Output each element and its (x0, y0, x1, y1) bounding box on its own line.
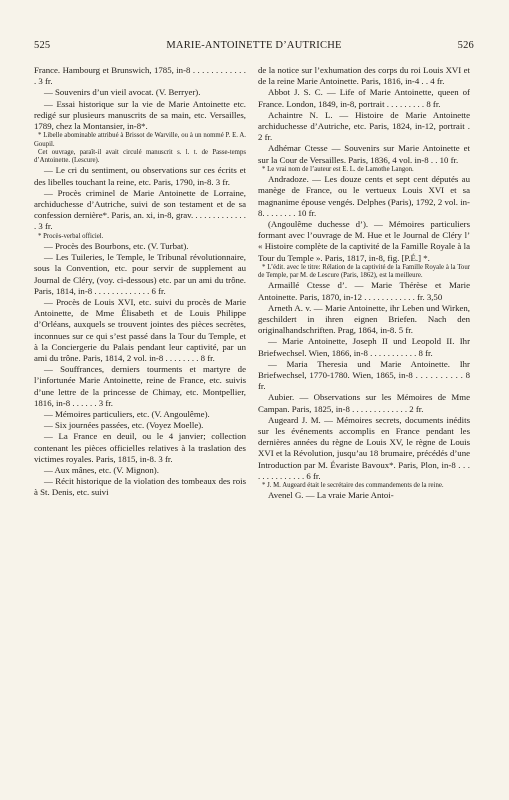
footnote: * J. M. Augeard était le secrétaire des commandements de la reine. (262, 482, 444, 489)
bibliography-entry: — Souffrances, derniers tourments et martyre de l’infortunée Marie Antoinette, reine de France, etc. suivis d’une lettre de la princesse de Chimay, etc. Montpellier, 1816, in-8 . . . . . . 3 fr. (34, 364, 246, 408)
bibliography-entry: — Marie Antoinette, Joseph II und Leopold II. Ihr Briefwechsel. Wien, 1866, in-8 . . . . . . . . . . . 8 fr. (258, 336, 470, 358)
bibliography-entry: — Le cri du sentiment, ou observations sur ces écrits et des libelles touchant la reine, etc. Paris, 1790, in-8. 3 fr. (34, 165, 246, 187)
bibliography-entry: — Récit historique de la violation des tombeaux des rois à St. Denis, etc. suivi (34, 476, 246, 498)
bibliography-entry: — Les Tuileries, le Temple, le Tribunal révolutionnaire, sous la Convention, etc. pour servir de supplement au Journal de Cléry, (voy. ci-dessous) etc. par un ami du trône. Paris, 1814, in-8 . . . . . . . . . . . . . 6 fr. (34, 252, 246, 296)
page-number-left: 525 (34, 40, 51, 51)
bibliography-entry: — Essai historique sur la vie de Marie Antoinette etc. redigé sur plusieurs manuscrits de sa main, etc. Versailles, 1789, chez la Montansier, in-8*. (34, 98, 246, 132)
bibliography-entry: — Mémoires particuliers, etc. (V. Angoulême). (44, 408, 210, 419)
bibliography-entry: — Six journées passées, etc. (Voyez Moelle). (44, 420, 204, 431)
bibliography-entry: — La France en deuil, ou le 4 janvier; collection contenant les pièces officielles relatives à la traslation des victimes royales. Paris, 1815, in-8. 3 fr. (34, 431, 246, 464)
bibliography-entry: — Souvenirs d’un vieil avocat. (V. Berryer). (44, 87, 201, 98)
bibliography-entry: — Maria Theresia und Marie Antoinette. Ihr Briefwechsel, 1770-1780. Wien, 1865, in-8 . . . . . . . . . . 8 fr. (258, 358, 470, 392)
footnote: * Le vrai nom de l’auteur est E. L. de Lamothe Langon. (262, 165, 414, 173)
bibliography-entry: — Procès criminel de Marie Antoinette de Lorraine, archiduchesse d’Autriche, suivi de son testament et de sa confession dernière*. Paris, an. xi, in-8, grav. . . . . . . . . . . . . . 3 fr. (34, 187, 246, 232)
left-column (34, 65, 246, 499)
bibliography-entry: Adhémar Ctesse — Souvenirs sur Marie Antoinette et sur la Cour de Versailles. Paris, 1836, 4 vol. in-8 . . 10 fr. (258, 143, 470, 165)
bibliography-entry: Aubier. — Observations sur les Mémoires de Mme Campan. Paris, 1825, in-8 . . . . . . . . . . . . . 2 fr. (258, 392, 470, 414)
footnote: Cet ouvrage, paraît-il avait circulé manuscrit s. l. t. de Passe-temps d’Antoinette. (Lescure). (34, 148, 246, 165)
page-number-right: 526 (457, 40, 474, 51)
bibliography-entry: de la notice sur l’exhumation des corps du roi Louis XVI et de la reine Marie Antoinette. Paris, 1816, in-4 . . 4 fr. (258, 65, 470, 87)
bibliography-entry: — Procès de Louis XVI, etc. suivi du procès de Marie Antoinette, de Mme Élisabeth et de Louis Philippe d’Orléans, auxquels se trouvent jointes des pièces secrètes, inconnues sur ce qui s’est passé dans la Tour du Temple, et à la Conciergerie du Palais pendant leur captivité, par un ami du trône. Paris, 1814, 2 vol. in-8 . . . . . . . . 8 fr. (34, 296, 246, 363)
bibliography-entry: Andradoze. — Les douze cents et sept cent députés au manège de France, ou le vertueux Louis XVI et sa magnanime épouse vengés. Delphes (Paris), 1792, 2 vol. in-8. . . . . . . . 10 fr. (258, 174, 470, 218)
bibliography-entry: — Aux mânes, etc. (V. Mignon). (44, 464, 159, 475)
right-column (258, 65, 470, 502)
running-header (34, 40, 474, 54)
footnote: * Procès-verbal officiel. (38, 232, 104, 240)
bibliography-entry: France. Hambourg et Brunswich, 1785, in-8 . . . . . . . . . . . . . 3 fr. (34, 65, 246, 87)
footnote: * L’édit. avec le titre: Rélation de la captivité de la Famille Royale à la Tour de Temple, par M. de Lescure (Paris, 1862), est la meilleure. (258, 263, 470, 280)
footnote: * Libelle abominable attribué à Brissot de Warville, ou à un nommé P. E. A. Goupil. (34, 132, 246, 148)
bibliography-entry: Achaintre N. L. — Histoire de Marie Antoinette archiduchesse d’Autriche, etc. Paris, 1824, in-12, portrait . 2 fr. (258, 109, 470, 143)
bibliography-entry: — Procès des Bourbons, etc. (V. Turbat). (44, 240, 189, 251)
bibliography-entry: Arneth A. v. — Marie Antoinette, ihr Leben und Wirken, geschildert in ihren eignen Briefen. Nach den originalhandschriften. Prag, 1864, in-8. 5 fr. (258, 302, 470, 336)
bibliography-entry: Abbot J. S. C. — Life of Marie Antoinette, queen of France. London, 1849, in-8, portrait . . . . . . . . . 8 fr. (258, 87, 470, 109)
running-title: MARIE-ANTOINETTE D’AUTRICHE (166, 40, 342, 51)
bibliography-entry: Augeard J. M. — Mémoires secrets, documents inédits sur les événements accomplis en France pendant les dernières années du règne de Louis XV, le règne de Louis XVI et la Révolution, jusqu’au 18 brumaire, précédés d’une Introduction par M. Évariste Bavoux*. Paris, Plon, in-8 . . . . . . . . . . . . . . 6 fr. (258, 414, 470, 481)
bibliography-entry: Armaillé Ctesse d’. — Marie Thérèse et Marie Antoinette. Paris, 1870, in-12 . . . . . . . . . . . . fr. 3,50 (258, 280, 470, 302)
bibliography-entry: (Angoulême duchesse d’). — Mémoires particuliers formant avec l’ouvrage de M. Hue et le Journal de Cléry l’ « Histoire complète de la captivité de la Famille Royale à la Tour du Temple ». Paris, 1817, in-8, fig. [P.É.] *. (258, 218, 470, 263)
bibliography-entry: Avenel G. — La vraie Marie Antoi- (268, 490, 394, 501)
